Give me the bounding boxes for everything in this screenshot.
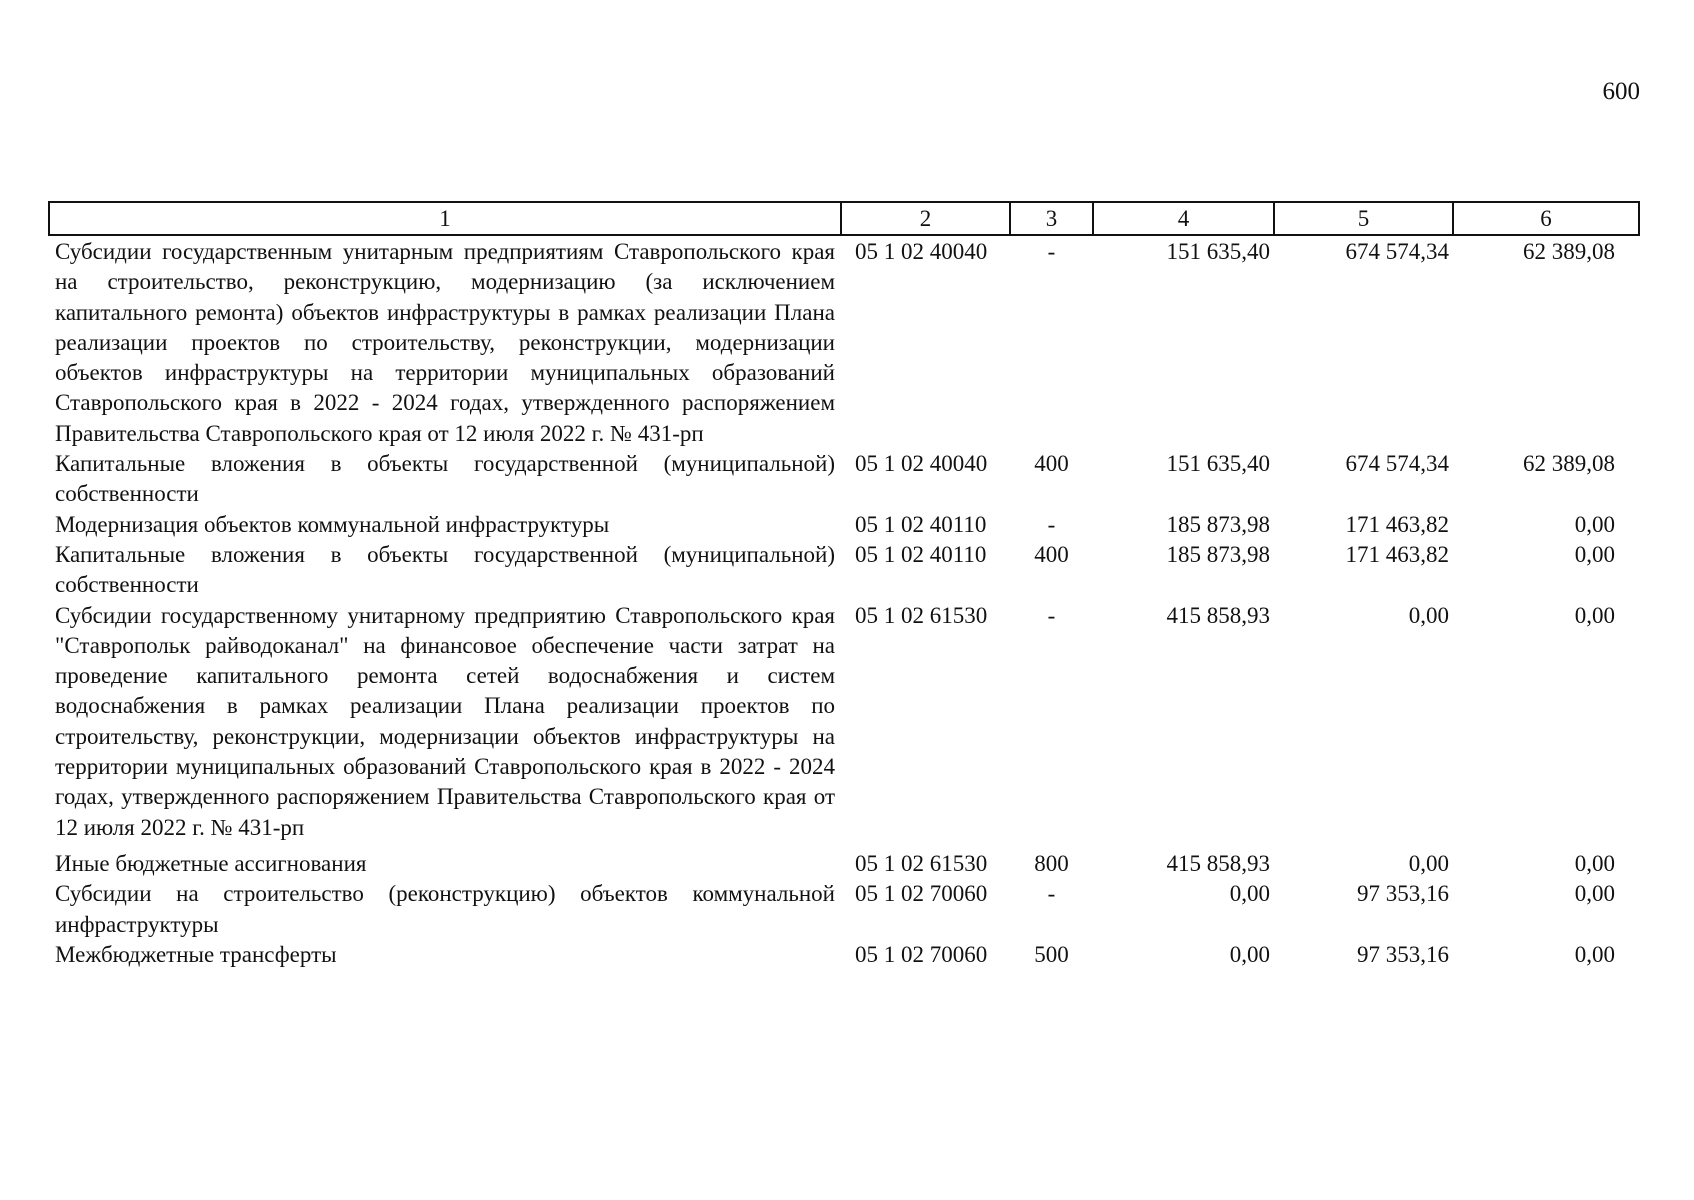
row-value-5: 0,00 bbox=[1408, 850, 1449, 876]
row-value-6: 0,00 bbox=[1574, 602, 1615, 628]
table-header bbox=[49, 202, 1639, 235]
row-value-6: 0,00 bbox=[1574, 511, 1615, 537]
row-code: 05 1 02 70060 bbox=[855, 941, 988, 967]
budget-table bbox=[48, 201, 1640, 970]
row-expense-type: - bbox=[1047, 602, 1056, 628]
header-col-2: 2 bbox=[841, 202, 1010, 235]
row-value-5: 97 353,16 bbox=[1357, 941, 1449, 967]
table-row bbox=[49, 879, 1639, 940]
row-expense-type: 800 bbox=[1034, 850, 1069, 876]
row-value-6: 0,00 bbox=[1574, 941, 1615, 967]
row-value-5: 171 463,82 bbox=[1345, 511, 1449, 537]
row-name: Субсидии на строительство (реконструкцию) объектов коммунальной инфраструктуры bbox=[55, 881, 835, 937]
row-expense-type: 500 bbox=[1034, 941, 1069, 967]
row-code: 05 1 02 61530 bbox=[855, 850, 988, 876]
row-code: 05 1 02 70060 bbox=[855, 881, 988, 907]
row-value-4: 185 873,98 bbox=[1166, 541, 1270, 567]
header-col-5: 5 bbox=[1274, 202, 1453, 235]
row-name: Межбюджетные трансферты bbox=[55, 941, 337, 967]
row-name: Иные бюджетные ассигнования bbox=[55, 850, 367, 876]
row-value-5: 674 574,34 bbox=[1345, 451, 1449, 477]
row-value-5: 674 574,34 bbox=[1345, 239, 1449, 264]
row-value-5: 0,00 bbox=[1408, 602, 1449, 628]
row-expense-type: - bbox=[1047, 881, 1056, 907]
row-value-4: 0,00 bbox=[1229, 941, 1270, 967]
row-name: Субсидии государственному унитарному предприятию Ставропольского края "Ставропольк райводоканал" на финансовое обеспечение части затрат на проведение капитального ремонта сетей водоснабжения и систем водоснабжения в рамках реализации Плана реализации проектов по строительству, реконструкции, модернизации объектов инфраструктуры на территории муниципальных образований Ставропольского края в 2022 - 2024 годах, утвержденного распоряжением Правительства Ставропольского края от 12 июля 2022 г. № 431-рп bbox=[55, 602, 835, 840]
header-col-6: 6 bbox=[1453, 202, 1639, 235]
row-name: Капитальные вложения в объекты государственной (муниципальной) собственности bbox=[55, 541, 835, 598]
row-value-5: 97 353,16 bbox=[1357, 881, 1449, 907]
header-col-4: 4 bbox=[1093, 202, 1274, 235]
row-expense-type: - bbox=[1047, 511, 1056, 537]
table-row bbox=[49, 601, 1639, 849]
row-expense-type: 400 bbox=[1034, 541, 1069, 567]
table-row bbox=[49, 940, 1639, 970]
page-number: 600 bbox=[1602, 78, 1640, 105]
header-col-1: 1 bbox=[49, 202, 841, 235]
row-value-6: 62 389,08 bbox=[1523, 239, 1615, 264]
table-row bbox=[49, 540, 1639, 601]
row-value-6: 0,00 bbox=[1574, 850, 1615, 876]
row-value-6: 0,00 bbox=[1574, 881, 1615, 907]
table-row bbox=[49, 510, 1639, 540]
row-value-4: 415 858,93 bbox=[1166, 850, 1270, 876]
table-row bbox=[49, 849, 1639, 879]
row-name: Капитальные вложения в объекты государственной (муниципальной) собственности bbox=[55, 451, 835, 507]
row-value-4: 151 635,40 bbox=[1166, 451, 1270, 477]
row-name: Субсидии государственным унитарным предприятиям Ставропольского края на строительство, реконструкцию, модернизацию (за исключением капитального ремонта) объектов инфраструктуры в рамках реализации Плана реализации проектов по строительству, реконструкции, модернизации объектов инфраструктуры на территории муниципальных образований Ставропольского края в 2022 - 2024 годах, утвержденного распоряжением Правительства Ставропольского края от 12 июля 2022 г. № 431-рп bbox=[55, 239, 835, 446]
row-code: 05 1 02 40110 bbox=[855, 511, 987, 537]
row-value-4: 0,00 bbox=[1229, 881, 1270, 907]
row-value-6: 62 389,08 bbox=[1523, 451, 1615, 477]
row-code: 05 1 02 40040 bbox=[855, 239, 988, 264]
header-row bbox=[49, 202, 1639, 235]
row-code: 05 1 02 61530 bbox=[855, 602, 988, 628]
row-expense-type: 400 bbox=[1034, 451, 1069, 477]
table-body bbox=[49, 235, 1639, 970]
row-value-4: 185 873,98 bbox=[1166, 511, 1270, 537]
table-row bbox=[49, 449, 1639, 510]
row-value-5: 171 463,82 bbox=[1345, 541, 1449, 567]
header-col-3: 3 bbox=[1010, 202, 1093, 235]
table-row bbox=[49, 235, 1639, 449]
row-expense-type: - bbox=[1047, 239, 1056, 264]
row-code: 05 1 02 40040 bbox=[855, 451, 988, 477]
row-value-6: 0,00 bbox=[1574, 541, 1615, 567]
row-value-4: 415 858,93 bbox=[1166, 602, 1270, 628]
row-code: 05 1 02 40110 bbox=[855, 541, 987, 567]
row-name: Модернизация объектов коммунальной инфраструктуры bbox=[55, 511, 610, 537]
row-value-4: 151 635,40 bbox=[1166, 239, 1270, 264]
